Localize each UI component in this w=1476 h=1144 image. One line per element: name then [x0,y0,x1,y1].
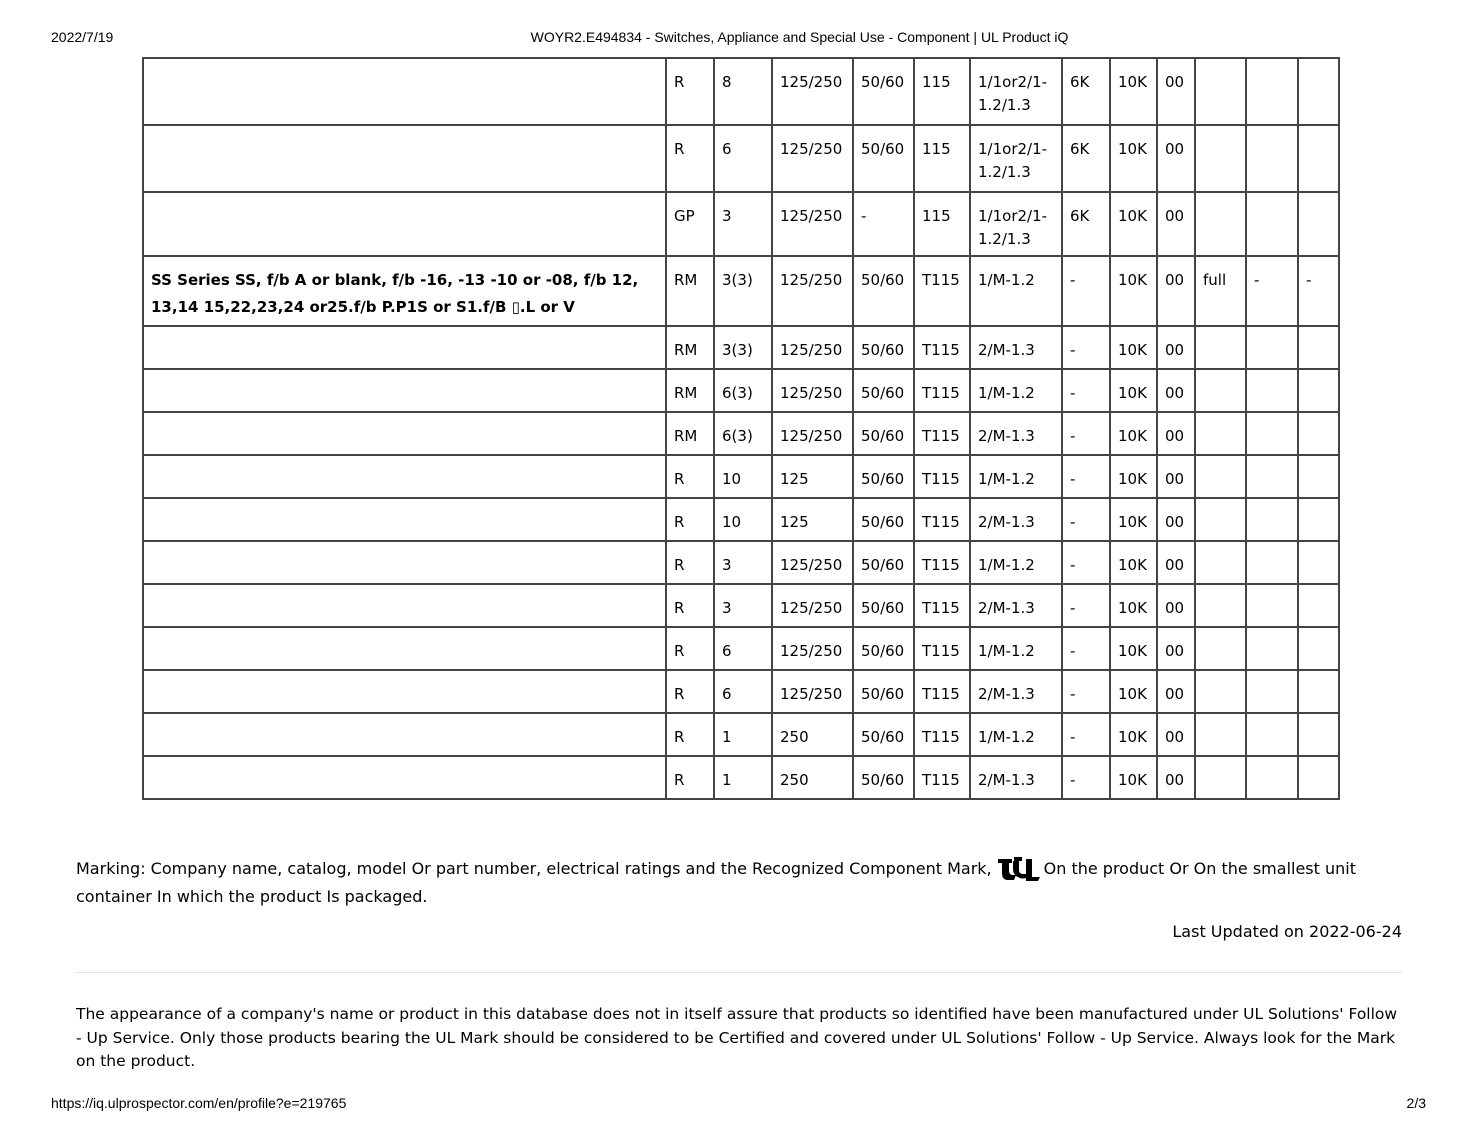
table-cell [1195,412,1246,455]
table-cell [1195,58,1246,125]
table-cell: 1/M-1.2 [970,541,1062,584]
print-header [0,29,1476,47]
table-cell: 00 [1157,713,1195,756]
table-row [143,627,1339,670]
table-body [143,58,1339,799]
table-cell: 50/60 [853,498,914,541]
table-cell: 125/250 [772,58,853,125]
table-cell-description [143,455,666,498]
table-cell: 50/60 [853,627,914,670]
table-cell [1195,713,1246,756]
table-cell: T115 [914,326,970,369]
table-cell: 10K [1110,584,1157,627]
table-cell [1298,541,1339,584]
table-cell [1246,713,1298,756]
table-cell: 50/60 [853,58,914,125]
table-cell: 10K [1110,756,1157,799]
table-cell: 125/250 [772,256,853,326]
table-cell-description [143,584,666,627]
table-cell-description [143,713,666,756]
table-cell: T115 [914,369,970,412]
table-cell: 6K [1062,192,1110,256]
table-cell: - [853,192,914,256]
table-cell: R [666,713,714,756]
table-cell: 10K [1110,713,1157,756]
page-url: https://iq.ulprospector.com/en/profile?e=219765 [51,1095,347,1111]
table-cell: T115 [914,256,970,326]
table-cell: 1/M-1.2 [970,713,1062,756]
table-cell: 00 [1157,412,1195,455]
table-cell: 00 [1157,670,1195,713]
table-cell: - [1246,256,1298,326]
table-cell [1298,455,1339,498]
table-cell: T115 [914,412,970,455]
table-cell-description [143,498,666,541]
table-cell: 10K [1110,326,1157,369]
table-cell: 50/60 [853,670,914,713]
table-cell: T115 [914,756,970,799]
table-cell [1195,369,1246,412]
table-cell: - [1062,584,1110,627]
table-cell [1246,58,1298,125]
table-cell: 115 [914,125,970,192]
table-cell: - [1298,256,1339,326]
table-cell-description [143,670,666,713]
table-cell: - [1062,670,1110,713]
table-cell [1195,125,1246,192]
table-cell: R [666,584,714,627]
table-cell: T115 [914,670,970,713]
table-cell: 3 [714,541,772,584]
table-row [143,256,1339,326]
print-date: 2022/7/19 [51,29,114,45]
table-cell: 00 [1157,256,1195,326]
table-cell-description: SS Series SS, f/b A or blank, f/b -16, -13 -10 or -08, f/b 12, 13,14 15,22,23,24 or25.f/b P.P1S or S1.f/B ▯.L or V [143,256,666,326]
table-cell [1195,541,1246,584]
table-cell: 10K [1110,670,1157,713]
table-cell-description [143,627,666,670]
divider [76,972,1402,973]
table-cell: 1/M-1.2 [970,455,1062,498]
table-cell [1246,412,1298,455]
table-cell [1195,192,1246,256]
marking-paragraph [76,855,1406,911]
table-cell: T115 [914,498,970,541]
table-row [143,541,1339,584]
table-cell: 50/60 [853,125,914,192]
table-cell: 3(3) [714,256,772,326]
table-row [143,584,1339,627]
table-cell: 10K [1110,256,1157,326]
table-cell: - [1062,498,1110,541]
table-cell: 00 [1157,326,1195,369]
table-cell: - [1062,369,1110,412]
table-cell: 115 [914,192,970,256]
table-cell: T115 [914,713,970,756]
table-row [143,326,1339,369]
table-cell: 00 [1157,125,1195,192]
table-cell: 125/250 [772,670,853,713]
table-cell-description [143,192,666,256]
table-row [143,670,1339,713]
table-cell: 125/250 [772,584,853,627]
table-cell-description [143,756,666,799]
table-cell: R [666,756,714,799]
table-cell: RM [666,256,714,326]
table-cell: 10K [1110,541,1157,584]
table-cell: 10K [1110,192,1157,256]
table-cell [1298,192,1339,256]
table-cell [1298,627,1339,670]
table-cell [1195,756,1246,799]
table-cell-description [143,412,666,455]
table-cell: 10K [1110,455,1157,498]
table-cell: 10K [1110,412,1157,455]
table-cell: T115 [914,627,970,670]
table-cell: 2/M-1.3 [970,584,1062,627]
table-cell: 00 [1157,756,1195,799]
table-cell: RM [666,412,714,455]
table-row [143,192,1339,256]
table-cell: 115 [914,58,970,125]
table-cell [1246,192,1298,256]
table-cell: 50/60 [853,756,914,799]
table-row [143,713,1339,756]
table-cell: 50/60 [853,369,914,412]
table-cell [1246,670,1298,713]
table-cell: - [1062,713,1110,756]
table-cell: T115 [914,455,970,498]
table-cell [1195,584,1246,627]
table-cell: R [666,627,714,670]
table-cell: 1/1or2/1-1.2/1.3 [970,192,1062,256]
table-cell: 1/1or2/1-1.2/1.3 [970,125,1062,192]
table-cell: 1/M-1.2 [970,627,1062,670]
table-cell: 1/1or2/1-1.2/1.3 [970,58,1062,125]
table-cell: 3 [714,192,772,256]
table-cell: 1 [714,713,772,756]
table-cell: R [666,670,714,713]
table-cell [1246,627,1298,670]
table-cell: 00 [1157,541,1195,584]
table-cell-description [143,125,666,192]
table-cell: 50/60 [853,541,914,584]
table-cell [1246,455,1298,498]
table-cell: 125/250 [772,369,853,412]
table-cell [1298,58,1339,125]
table-cell: 00 [1157,627,1195,670]
table-cell: 125/250 [772,541,853,584]
table-cell: R [666,498,714,541]
table-cell: 00 [1157,498,1195,541]
table-cell: GP [666,192,714,256]
table-cell: 6K [1062,58,1110,125]
table-cell: 125 [772,455,853,498]
table-cell: 50/60 [853,584,914,627]
page-number: 2/3 [1406,1095,1426,1111]
table-cell: 1/M-1.2 [970,369,1062,412]
table-cell: 1 [714,756,772,799]
table-cell: 250 [772,756,853,799]
table-cell [1298,713,1339,756]
table-cell: - [1062,756,1110,799]
table-cell: 1/M-1.2 [970,256,1062,326]
table-cell: 00 [1157,192,1195,256]
table-cell: 10K [1110,125,1157,192]
table-cell: - [1062,541,1110,584]
table-cell: 00 [1157,369,1195,412]
table-cell: 2/M-1.3 [970,756,1062,799]
table-cell [1298,412,1339,455]
table-cell: 2/M-1.3 [970,412,1062,455]
table-cell [1195,455,1246,498]
table-cell [1195,627,1246,670]
table-cell: 50/60 [853,713,914,756]
table-cell: T115 [914,584,970,627]
table-cell: 125/250 [772,412,853,455]
table-cell: - [1062,455,1110,498]
table-cell: R [666,125,714,192]
table-cell: - [1062,256,1110,326]
table-cell: full [1195,256,1246,326]
table-cell: 2/M-1.3 [970,670,1062,713]
table-cell-description [143,369,666,412]
table-cell: RM [666,326,714,369]
table-cell: 00 [1157,58,1195,125]
table-cell: 3 [714,584,772,627]
table-cell [1195,670,1246,713]
ul-recognized-mark-icon [996,855,1042,881]
table-cell [1246,125,1298,192]
page-title: WOYR2.E494834 - Switches, Appliance and Special Use - Component | UL Product iQ [530,29,1069,45]
table-cell: 6(3) [714,369,772,412]
table-cell: 10 [714,455,772,498]
table-cell: 50/60 [853,455,914,498]
table-row [143,756,1339,799]
table-cell: 50/60 [853,326,914,369]
table-cell [1298,756,1339,799]
table-cell: 50/60 [853,412,914,455]
table-cell: 2/M-1.3 [970,326,1062,369]
table-cell: 10K [1110,369,1157,412]
table-cell [1246,326,1298,369]
table-cell: 250 [772,713,853,756]
table-cell: R [666,58,714,125]
table-cell: 10 [714,498,772,541]
table-row [143,58,1339,125]
marking-text-end: On the product Or On the smallest unit container In which the product Is packaged. [76,859,1356,906]
table-cell: T115 [914,541,970,584]
table-cell: R [666,541,714,584]
table-cell [1246,756,1298,799]
table-cell: R [666,455,714,498]
table-cell [1298,369,1339,412]
table-cell: - [1062,412,1110,455]
table-row [143,369,1339,412]
disclaimer: The appearance of a company's name or product in this database does not in itself assure that products so identified have been manufactured under UL Solutions' Follow - Up Service. Only those products bearing the UL Mark should be considered to be Certified and covered under UL Solutions' Follow - Up Service. Always look for the Mark on the product. [76,1005,1398,1070]
table-cell [1246,498,1298,541]
table-cell: 125/250 [772,627,853,670]
table-cell: 125/250 [772,125,853,192]
table-cell: 50/60 [853,256,914,326]
table-cell [1195,498,1246,541]
table-cell-description [143,58,666,125]
table-cell-description [143,541,666,584]
table-cell: 10K [1110,58,1157,125]
last-updated: Last Updated on 2022-06-24 [1172,922,1402,941]
table-cell [1246,584,1298,627]
table-cell: 125 [772,498,853,541]
table-cell: 125/250 [772,192,853,256]
table-cell [1246,369,1298,412]
table-cell-description [143,326,666,369]
table-cell: 10K [1110,627,1157,670]
table-cell [1298,498,1339,541]
table-cell: 8 [714,58,772,125]
table-cell: - [1062,326,1110,369]
table-cell: 3(3) [714,326,772,369]
table-row [143,125,1339,192]
table-cell: 6 [714,627,772,670]
table-cell: 6 [714,125,772,192]
table-cell [1195,326,1246,369]
table-cell [1246,541,1298,584]
table-cell [1298,326,1339,369]
table-cell: 6(3) [714,412,772,455]
table-row [143,498,1339,541]
table-cell: 125/250 [772,326,853,369]
table-cell: 6 [714,670,772,713]
table-cell: 00 [1157,584,1195,627]
marking-text: Marking: Company name, catalog, model Or part number, electrical ratings and the Recognized Component Mark, [76,859,992,878]
ratings-table [142,57,1340,800]
table-row [143,412,1339,455]
table-cell [1298,584,1339,627]
table-cell [1298,670,1339,713]
table-cell [1298,125,1339,192]
table-cell: 6K [1062,125,1110,192]
table-cell: RM [666,369,714,412]
print-footer [0,1095,1476,1113]
table-cell: - [1062,627,1110,670]
table-row [143,455,1339,498]
table-cell: 00 [1157,455,1195,498]
table-cell: 10K [1110,498,1157,541]
table-cell: 2/M-1.3 [970,498,1062,541]
